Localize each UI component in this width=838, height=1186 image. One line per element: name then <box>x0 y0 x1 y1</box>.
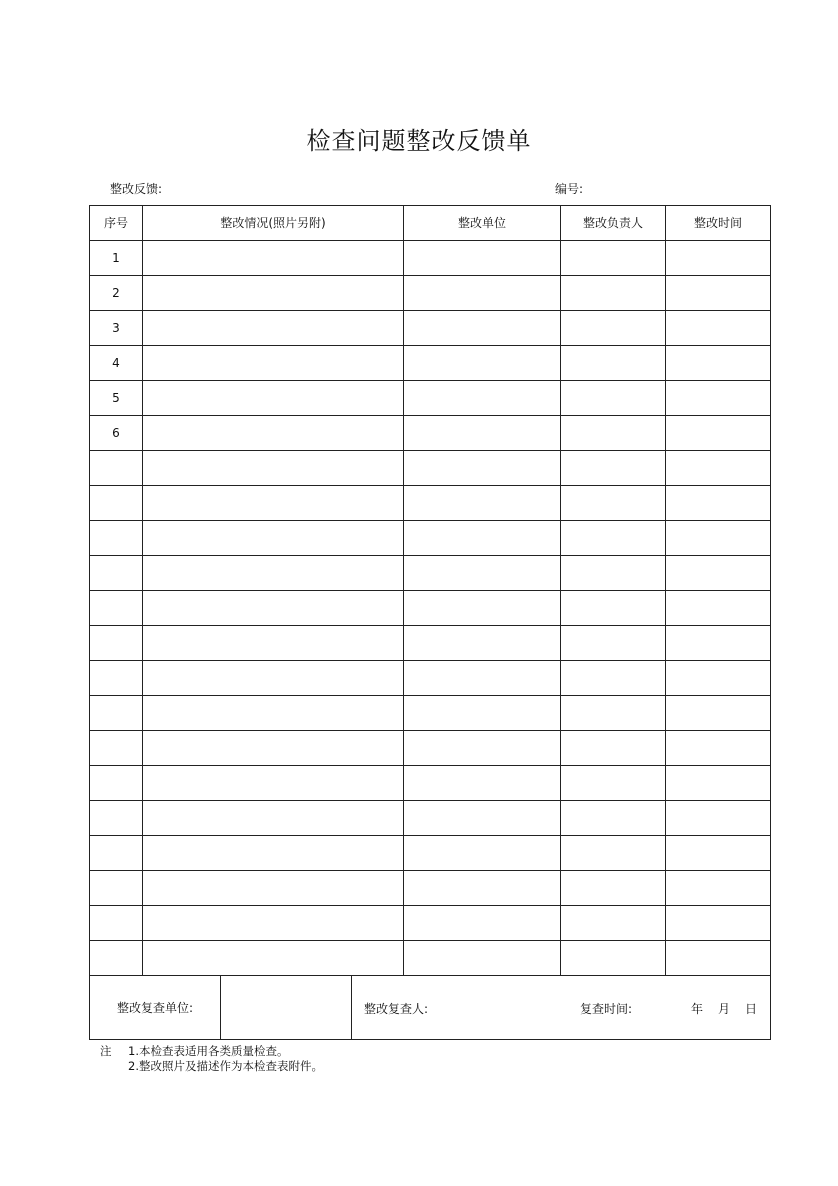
table-row <box>90 696 771 731</box>
row-serial <box>90 556 143 591</box>
time-cell[interactable] <box>666 941 771 976</box>
row-serial <box>90 836 143 871</box>
table-row <box>90 276 771 311</box>
row-serial <box>90 661 143 696</box>
table-row <box>90 556 771 591</box>
row-serial: 3 <box>90 311 143 346</box>
table-body <box>90 241 771 976</box>
owner-cell[interactable] <box>561 696 666 731</box>
row-serial <box>90 696 143 731</box>
owner-cell[interactable] <box>561 661 666 696</box>
table-row <box>90 766 771 801</box>
owner-cell[interactable] <box>561 346 666 381</box>
unit-cell[interactable] <box>404 696 561 731</box>
unit-cell[interactable] <box>404 801 561 836</box>
unit-cell[interactable] <box>404 591 561 626</box>
table-header-row <box>90 206 771 241</box>
note-item-1: 1.本检查表适用各类质量检查。 <box>128 1044 289 1058</box>
header-status: 整改情况(照片另附) <box>143 206 404 241</box>
row-serial <box>90 871 143 906</box>
owner-cell[interactable] <box>561 241 666 276</box>
month-label: 月 <box>718 1002 731 1016</box>
table-row <box>90 906 771 941</box>
review-unit-label: 整改复查单位: <box>90 976 221 1040</box>
row-serial <box>90 801 143 836</box>
unit-cell[interactable] <box>404 311 561 346</box>
status-cell[interactable] <box>143 486 404 521</box>
owner-cell[interactable] <box>561 416 666 451</box>
row-serial: 5 <box>90 381 143 416</box>
status-cell[interactable] <box>143 696 404 731</box>
unit-cell[interactable] <box>404 451 561 486</box>
owner-cell[interactable] <box>561 591 666 626</box>
table-row <box>90 626 771 661</box>
row-serial: 6 <box>90 416 143 451</box>
owner-cell[interactable] <box>561 801 666 836</box>
time-cell[interactable] <box>666 906 771 941</box>
table-row <box>90 346 771 381</box>
status-cell[interactable] <box>143 416 404 451</box>
table-row <box>90 731 771 766</box>
time-cell[interactable] <box>666 836 771 871</box>
table-row <box>90 241 771 276</box>
table-row <box>90 451 771 486</box>
row-serial: 1 <box>90 241 143 276</box>
header-unit: 整改单位 <box>404 206 561 241</box>
row-serial: 2 <box>90 276 143 311</box>
time-cell[interactable] <box>666 451 771 486</box>
status-cell[interactable] <box>143 836 404 871</box>
row-serial <box>90 451 143 486</box>
owner-cell[interactable] <box>561 906 666 941</box>
time-cell[interactable] <box>666 871 771 906</box>
table-row <box>90 941 771 976</box>
time-cell[interactable] <box>666 381 771 416</box>
review-info-cell[interactable] <box>352 976 771 1040</box>
row-serial <box>90 591 143 626</box>
feedback-label: 整改反馈: <box>110 182 163 196</box>
feedback-table <box>89 205 771 976</box>
header-serial: 序号 <box>90 206 143 241</box>
status-cell[interactable] <box>143 521 404 556</box>
unit-cell[interactable] <box>404 381 561 416</box>
time-cell[interactable] <box>666 801 771 836</box>
owner-cell[interactable] <box>561 626 666 661</box>
status-cell[interactable] <box>143 941 404 976</box>
status-cell[interactable] <box>143 241 404 276</box>
status-cell[interactable] <box>143 731 404 766</box>
year-label: 年 <box>691 1002 704 1016</box>
time-cell[interactable] <box>666 311 771 346</box>
table-row <box>90 801 771 836</box>
unit-cell[interactable] <box>404 276 561 311</box>
status-cell[interactable] <box>143 766 404 801</box>
time-cell[interactable] <box>666 416 771 451</box>
reviewer-label: 整改复查人: <box>364 1002 429 1016</box>
owner-cell[interactable] <box>561 381 666 416</box>
row-serial <box>90 731 143 766</box>
time-cell[interactable] <box>666 521 771 556</box>
owner-cell[interactable] <box>561 276 666 311</box>
table-row <box>90 836 771 871</box>
owner-cell[interactable] <box>561 731 666 766</box>
time-cell[interactable] <box>666 731 771 766</box>
review-footer <box>89 975 771 1040</box>
row-serial <box>90 906 143 941</box>
notes-prefix: 注 <box>100 1044 112 1058</box>
header-time: 整改时间 <box>666 206 771 241</box>
unit-cell[interactable] <box>404 626 561 661</box>
status-cell[interactable] <box>143 346 404 381</box>
unit-cell[interactable] <box>404 556 561 591</box>
unit-cell[interactable] <box>404 836 561 871</box>
table-row <box>90 591 771 626</box>
time-cell[interactable] <box>666 276 771 311</box>
time-cell[interactable] <box>666 346 771 381</box>
unit-cell[interactable] <box>404 521 561 556</box>
time-cell[interactable] <box>666 556 771 591</box>
unit-cell[interactable] <box>404 941 561 976</box>
time-cell[interactable] <box>666 241 771 276</box>
review-unit-cell[interactable] <box>221 976 352 1040</box>
time-cell[interactable] <box>666 766 771 801</box>
row-serial: 4 <box>90 346 143 381</box>
owner-cell[interactable] <box>561 486 666 521</box>
time-cell[interactable] <box>666 591 771 626</box>
unit-cell[interactable] <box>404 661 561 696</box>
status-cell[interactable] <box>143 311 404 346</box>
status-cell[interactable] <box>143 906 404 941</box>
status-cell[interactable] <box>143 871 404 906</box>
time-cell[interactable] <box>666 696 771 731</box>
unit-cell[interactable] <box>404 241 561 276</box>
table-row <box>90 521 771 556</box>
owner-cell[interactable] <box>561 871 666 906</box>
note-item-2: 2.整改照片及描述作为本检查表附件。 <box>128 1059 323 1073</box>
status-cell[interactable] <box>143 556 404 591</box>
unit-cell[interactable] <box>404 766 561 801</box>
row-serial <box>90 941 143 976</box>
owner-cell[interactable] <box>561 521 666 556</box>
day-label: 日 <box>745 1002 758 1016</box>
row-serial <box>90 626 143 661</box>
header-owner: 整改负责人 <box>561 206 666 241</box>
owner-cell[interactable] <box>561 451 666 486</box>
review-time-label: 复查时间: <box>580 1002 633 1016</box>
time-cell[interactable] <box>666 661 771 696</box>
owner-cell[interactable] <box>561 941 666 976</box>
table-row <box>90 661 771 696</box>
unit-cell[interactable] <box>404 871 561 906</box>
owner-cell[interactable] <box>561 766 666 801</box>
status-cell[interactable] <box>143 276 404 311</box>
status-cell[interactable] <box>143 591 404 626</box>
unit-cell[interactable] <box>404 346 561 381</box>
time-cell[interactable] <box>666 486 771 521</box>
status-cell[interactable] <box>143 801 404 836</box>
row-serial <box>90 766 143 801</box>
number-label: 编号: <box>555 182 584 196</box>
unit-cell[interactable] <box>404 416 561 451</box>
page-title: 检查问题整改反馈单 <box>306 127 532 155</box>
table-row <box>90 871 771 906</box>
owner-cell[interactable] <box>561 311 666 346</box>
table-row <box>90 416 771 451</box>
table-row <box>90 311 771 346</box>
status-cell[interactable] <box>143 626 404 661</box>
table-row <box>90 381 771 416</box>
notes <box>100 1044 323 1074</box>
unit-cell[interactable] <box>404 731 561 766</box>
table-row <box>90 486 771 521</box>
unit-cell[interactable] <box>404 906 561 941</box>
row-serial <box>90 486 143 521</box>
owner-cell[interactable] <box>561 556 666 591</box>
status-cell[interactable] <box>143 381 404 416</box>
unit-cell[interactable] <box>404 486 561 521</box>
row-serial <box>90 521 143 556</box>
status-cell[interactable] <box>143 451 404 486</box>
status-cell[interactable] <box>143 661 404 696</box>
time-cell[interactable] <box>666 626 771 661</box>
owner-cell[interactable] <box>561 836 666 871</box>
